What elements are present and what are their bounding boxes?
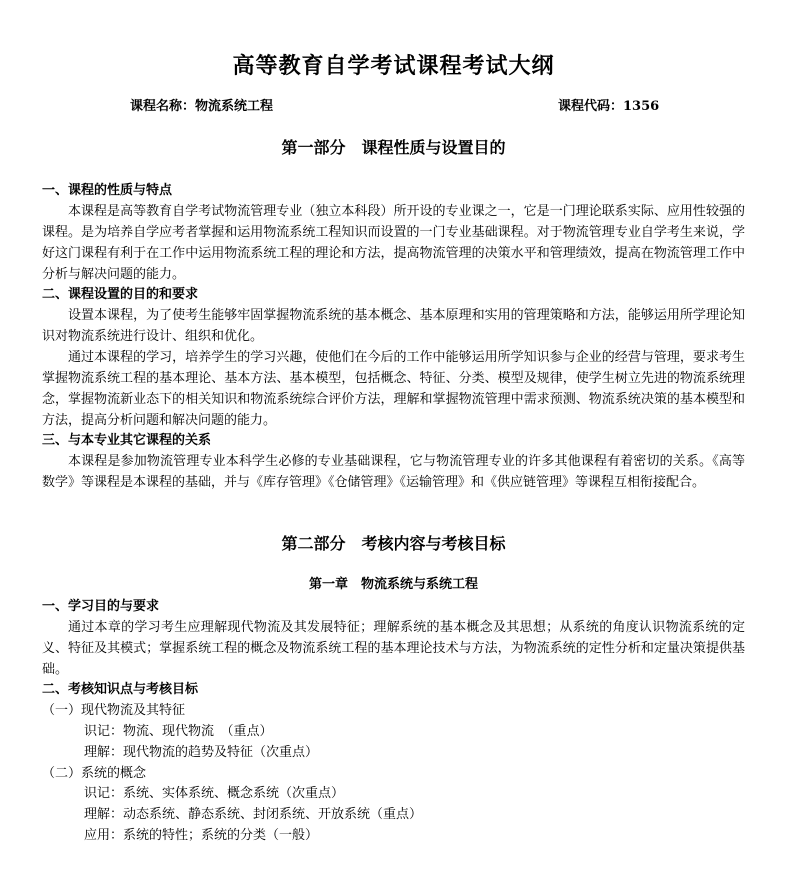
topic2-item: 理解：动态系统、静态系统、封闭系统、开放系统（重点） [84, 807, 423, 822]
part1-section2-heading: 二、课程设置的目的和要求 [42, 287, 199, 302]
topic2-item: 应用：系统的特性；系统的分类（一般） [84, 828, 319, 843]
chapter1-section2-heading: 二、考核知识点与考核目标 [42, 682, 199, 697]
topic1-item: 理解：现代物流的趋势及特征（次重点） [84, 745, 319, 760]
topic1-label: （一）现代物流及其特征 [42, 703, 186, 718]
chapter1-section1-paragraph: 通过本章的学习考生应理解现代物流及其发展特征；理解系统的基本概念及其思想；从系统的角度认识物流系统的定义、特征及其模式；掌握系统工程的概念及物流系统工程的基本理论技术与方法，为物流系统的定性分析和定量决策提供基础。 [42, 620, 745, 677]
part2-title: 第二部分 考核内容与考核目标 [281, 534, 506, 553]
part1-title: 第一部分 课程性质与设置目的 [281, 138, 506, 157]
part1-section2-paragraph2: 通过本课程的学习，培养学生的学习兴趣，使他们在今后的工作中能够运用所学知识参与企业的经营与管理，要求考生掌握物流系统工程的基本理论、基本方法、基本模型，包括概念、特征、分类、模型及规律，使学生树立先进的物流系统理念，掌握物流新业态下的相关知识和物流系统综合评价方法，理解和掌握物流管理中需求预测、物流系统决策的基本模型和方法，提高分析问题和解决问题的能力。 [42, 350, 745, 428]
course-code: 课程代码：1356 [558, 99, 660, 114]
course-name: 课程名称：物流系统工程 [130, 99, 274, 114]
chapter1-title: 第一章 物流系统与系统工程 [308, 577, 478, 592]
chapter1-section1-heading: 一、学习目的与要求 [42, 599, 160, 614]
part1-section3-paragraph: 本课程是参加物流管理专业本科学生必修的专业基础课程，它与物流管理专业的许多其他课程有着密切的关系。《高等数学》等课程是本课程的基础，并与《库存管理》《仓储管理》《运输管理》和《供应链管理》等课程互相衔接配合。 [42, 454, 745, 490]
topic2-label: （二）系统的概念 [42, 766, 147, 781]
topic1-item: 识记：物流、现代物流 （重点） [84, 724, 273, 739]
part1-section1-heading: 一、课程的性质与特点 [42, 183, 173, 198]
topic2-item: 识记：系统、实体系统、概念系统（次重点） [84, 786, 345, 801]
part1-section3-heading: 三、与本专业其它课程的关系 [42, 433, 212, 448]
document-title: 高等教育自学考试课程考试大纲 [232, 53, 555, 79]
part1-section1-paragraph: 本课程是高等教育自学考试物流管理专业（独立本科段）所开设的专业课之一，它是一门理论联系实际、应用性较强的课程。是为培养自学应考者掌握和运用物流系统工程知识而设置的一门专业基础课程。对于物流管理专业自学考生来说，学好这门课程有利于在工作中运用物流系统工程的理论和方法，提高物流管理的决策水平和管理绩效，提高在物流管理工作中分析与解决问题的能力。 [42, 204, 745, 282]
part1-section2-paragraph1: 设置本课程，为了使考生能够牢固掌握物流系统的基本概念、基本原理和实用的管理策略和方法，能够运用所学理论知识对物流系统进行设计、组织和优化。 [42, 308, 745, 344]
